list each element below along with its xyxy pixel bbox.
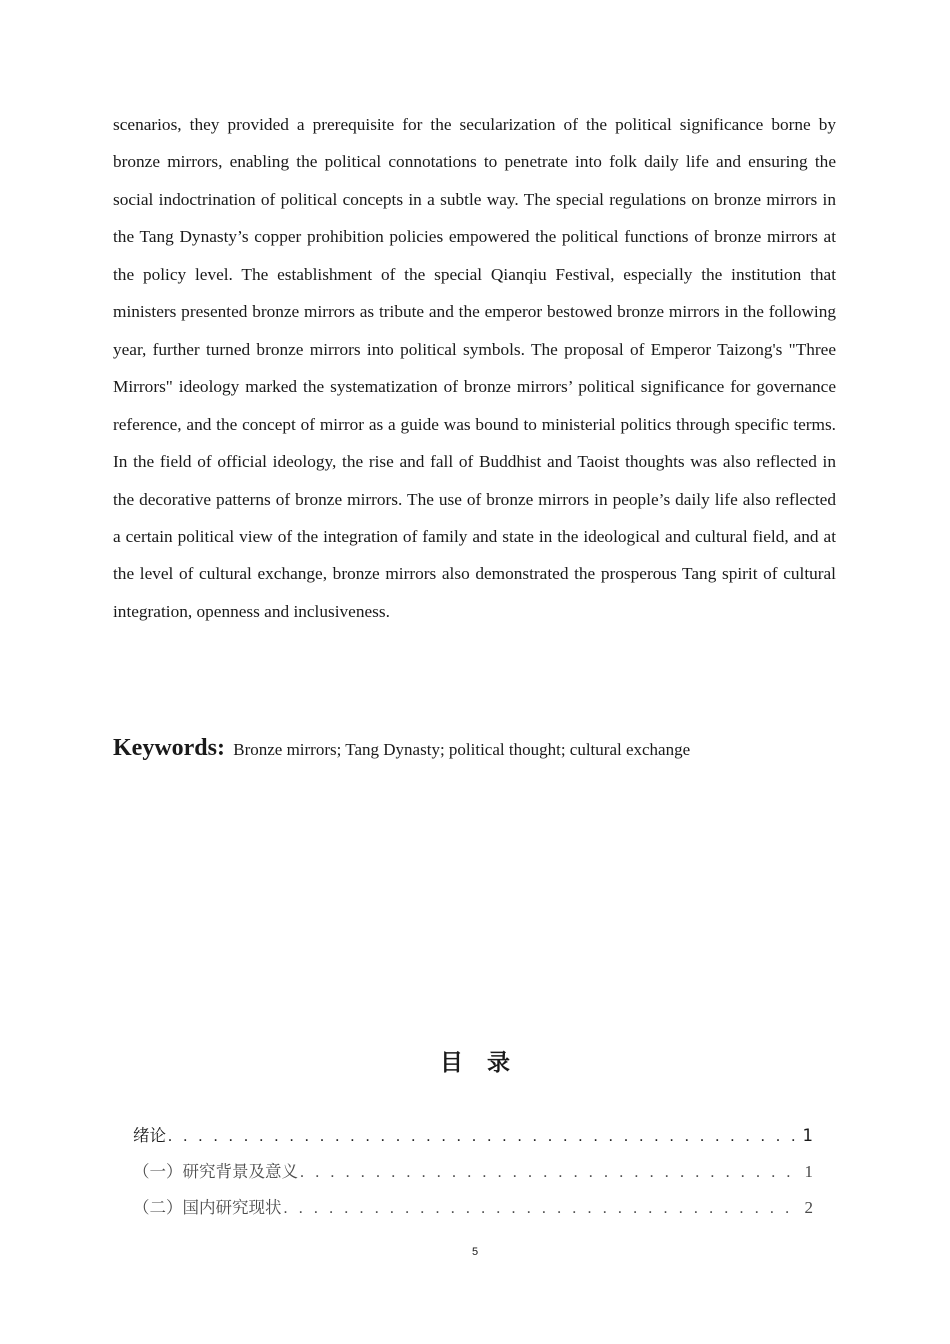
toc-entry-page: 1 — [804, 1162, 813, 1181]
keywords-value: Bronze mirrors; Tang Dynasty; political thought; cultural exchange — [233, 740, 691, 759]
toc-entry-label: （二）国内研究现状 — [133, 1198, 282, 1217]
toc-title: 目录 — [440, 1050, 534, 1076]
toc-dot-leader — [284, 1200, 801, 1218]
keywords-line — [113, 730, 873, 768]
toc-entry[interactable] — [133, 1122, 813, 1158]
abstract-body: scenarios, they provided a prerequisite for the secularization of the political significance borne by bronze mirrors, enabling the political connotations to penetrate into folk daily life and ensuring the social indoctrination of political concepts in a subtle way. The special regulations on bronze mirrors in the Tang Dynasty’s copper prohibition policies empowered the political functions of bronze mirrors at the policy level. The establishment of the special Qianqiu Festival, especially the institution that ministers presented bronze mirrors as tribute and the emperor bestowed bronze mirrors in the following year, further turned bronze mirrors into political symbols. The proposal of Emperor Taizong's "Three Mirrors" ideology marked the systematization of bronze mirrors’ political significance for governance reference, and the concept of mirror as a guide was bound to ministerial politics through specific terms. In the field of official ideology, the rise and fall of Buddhist and Taoist thoughts was also reflected in the decorative patterns of bronze mirrors. The use of bronze mirrors in people’s daily life also reflected a certain political view of the integration of family and state in the ideological and cultural field, and at the level of cultural exchange, bronze mirrors also demonstrated the prosperous Tang spirit of cultural integration, openness and inclusiveness. — [113, 115, 836, 621]
toc-entry-page: 1 — [802, 1126, 813, 1145]
toc-entry-page: 2 — [804, 1198, 813, 1217]
keywords-label: Keywords: — [113, 735, 225, 761]
toc-dot-leader — [168, 1128, 799, 1146]
toc-entry-label: （一）研究背景及意义 — [133, 1162, 298, 1181]
toc-entry[interactable] — [133, 1158, 813, 1194]
toc-dot-leader — [300, 1164, 801, 1182]
page-number: 5 — [471, 1246, 479, 1258]
table-of-contents — [133, 1122, 813, 1230]
toc-entry[interactable] — [133, 1194, 813, 1230]
toc-entry-label: 绪论 — [133, 1126, 166, 1145]
